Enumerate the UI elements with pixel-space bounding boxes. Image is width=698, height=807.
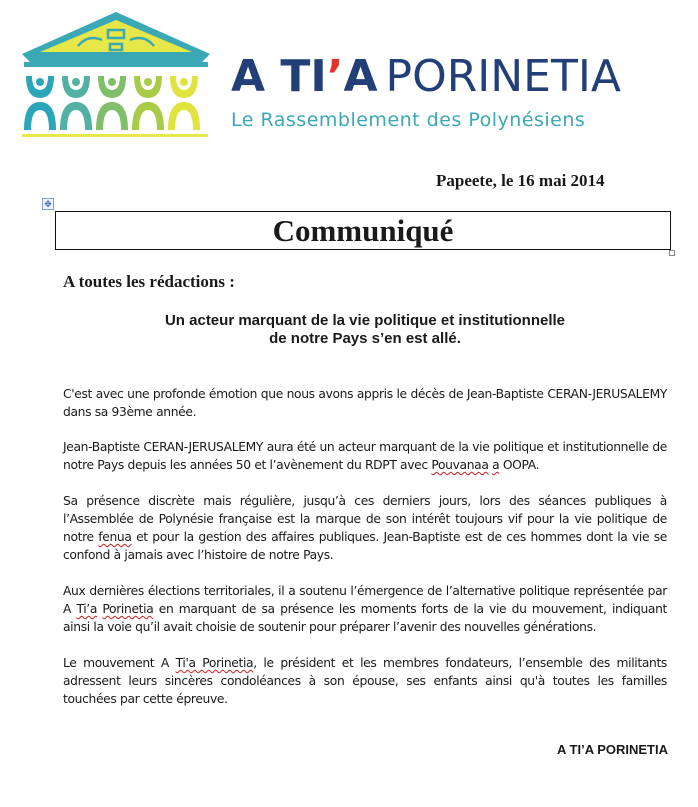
paragraph-2: Jean-Baptiste CERAN-JERUSALEMY aura été un acteur marquant de la vie politique et institutionnelle de notre Pays depuis les années 50 et l’avènement du RDPT avec Pouvanaa a OOPA. bbox=[63, 440, 667, 472]
paragraph-1: C'est avec une profonde émotion que nous avons appris le décès de Jean-Baptiste CERAN-JERUSALEMY dans sa 93ème année. bbox=[63, 387, 667, 419]
document-title: Communiqué bbox=[272, 212, 454, 248]
spelling-flag: Porinetia bbox=[102, 602, 154, 616]
resize-handle-icon[interactable] bbox=[669, 250, 675, 256]
move-anchor-icon[interactable]: ✥ bbox=[42, 198, 54, 210]
title-box bbox=[55, 211, 671, 250]
brand-header bbox=[231, 50, 693, 132]
headline-line-2: de notre Pays s’en est allé. bbox=[269, 330, 461, 347]
headline bbox=[63, 312, 667, 348]
party-logo bbox=[18, 10, 214, 138]
paragraph-3: Sa présence discrète mais régulière, jusqu’à ces derniers jours, lors des séances publiques à l’Assemblée de Polynésie française est la marque de son intérêt toujours vif pour la vie politique de notre fenua et pour la gestion des affaires publiques. Jean-Baptiste est de ces hommes dont la vie se confond à jamais avec l’histoire de notre Pays. bbox=[63, 494, 667, 562]
paragraph-4: Aux dernières élections territoriales, il a soutenu l’émergence de l’alternative politique représentée par A Ti’a Porinetia en marquant de sa présence les moments forts de la vie du mouvement, indiquant ainsi la voie qu’il avait choisie de soutenir pour préparer l’avenir des nouvelles générations. bbox=[63, 584, 667, 634]
headline-line-1: Un acteur marquant de la vie politique et institutionnelle bbox=[164, 312, 566, 329]
signature: A TI’A PORINETIA bbox=[557, 742, 668, 757]
brand-name: A TI’A PORINETIA bbox=[231, 51, 621, 102]
spelling-flag: Ti'a Porinetia bbox=[175, 656, 254, 670]
paragraph-5: Le mouvement A Ti'a Porinetia, le président et les membres fondateurs, l’ensemble des militants adressent leurs sincères condoléances à son épouse, ses enfants ainsi qu'à toutes les familles touchées par cette épreuve. bbox=[63, 656, 667, 706]
brand-tagline: Le Rassemblement des Polynésiens bbox=[231, 109, 586, 131]
spelling-flag: Ti’a bbox=[76, 602, 98, 616]
recipients-line: A toutes les rédactions : bbox=[63, 272, 235, 291]
people-figures bbox=[24, 76, 200, 130]
spelling-flag: a bbox=[492, 458, 500, 472]
spelling-flag: fenua bbox=[98, 530, 132, 544]
document-date: Papeete, le 16 mai 2014 bbox=[436, 171, 605, 190]
spelling-flag: Pouvanaa bbox=[431, 458, 489, 472]
